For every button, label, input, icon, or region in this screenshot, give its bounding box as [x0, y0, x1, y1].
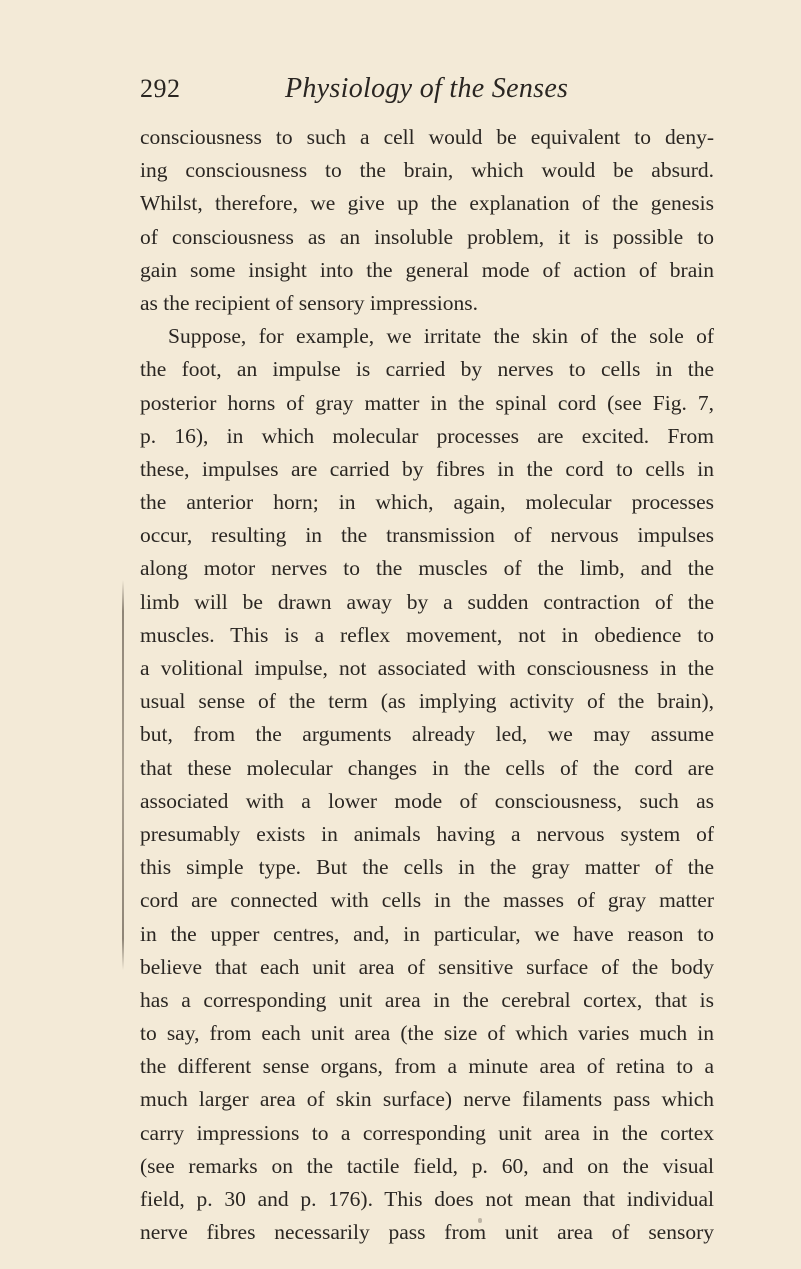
text-line: along motor nerves to the muscles of the limb, and the: [140, 556, 714, 581]
text-line: field, p. 30 and p. 176). This does not mean that individual: [140, 1187, 714, 1211]
text-line: limb will be drawn away by a sudden contraction of the: [140, 589, 714, 614]
text-line: presumably exists in animals having a nervous system of: [140, 821, 714, 846]
running-title: Physiology of the Senses: [285, 73, 569, 104]
paper-speck: [478, 1218, 482, 1223]
text-line: this simple type. But the cells in the gray matter of the: [140, 855, 714, 880]
text-line: that these molecular changes in the cells of the cord are: [140, 755, 714, 780]
text-line: to say, from each unit area (the size of which varies much in: [140, 1021, 714, 1046]
text-line: p. 16), in which molecular processes are excited. From: [140, 423, 714, 448]
page-header: [140, 74, 660, 114]
text-line: the different sense organs, from a minute area of retina to a: [140, 1054, 714, 1079]
text-line: muscles. This is a reflex movement, not in obedience to: [140, 622, 714, 647]
gutter-shadow: [122, 580, 124, 970]
page-number: 292: [140, 74, 181, 103]
text-line: but, from the arguments already led, we may assume: [140, 722, 714, 747]
text-line: (see remarks on the tactile field, p. 60, and on the visual: [140, 1153, 714, 1178]
text-line: Whilst, therefore, we give up the explanation of the genesis: [140, 191, 714, 216]
text-line: consciousness to such a cell would be equivalent to deny-: [140, 125, 714, 149]
body-text: [140, 121, 714, 1249]
text-line: associated with a lower mode of consciousness, such as: [140, 788, 714, 813]
text-line: as the recipient of sensory impressions.: [140, 290, 478, 315]
text-line: has a corresponding unit area in the cerebral cortex, that is: [140, 987, 714, 1012]
text-line: nerve fibres necessarily pass from unit area of sensory: [140, 1220, 714, 1245]
text-line: posterior horns of gray matter in the spinal cord (see Fig. 7,: [140, 390, 714, 415]
text-line: usual sense of the term (as implying activity of the brain),: [140, 689, 714, 714]
text-line: the anterior horn; in which, again, molecular processes: [140, 490, 714, 515]
text-line: these, impulses are carried by fibres in the cord to cells in: [140, 456, 714, 481]
text-line: of consciousness as an insoluble problem, it is possible to: [140, 224, 714, 249]
text-line: a volitional impulse, not associated with consciousness in the: [140, 656, 714, 680]
text-line: in the upper centres, and, in particular, we have reason to: [140, 921, 714, 946]
text-line: carry impressions to a corresponding unit area in the cortex: [140, 1120, 714, 1145]
text-line: cord are connected with cells in the masses of gray matter: [140, 888, 714, 913]
text-line: ing consciousness to the brain, which would be absurd.: [140, 158, 714, 183]
text-line: occur, resulting in the transmission of nervous impulses: [140, 523, 714, 548]
text-line: gain some insight into the general mode of action of brain: [140, 257, 714, 282]
text-line: the foot, an impulse is carried by nerves to cells in the: [140, 357, 714, 382]
text-line: much larger area of skin surface) nerve filaments pass which: [140, 1087, 714, 1112]
text-line: Suppose, for example, we irritate the skin of the sole of: [168, 324, 714, 349]
text-line: believe that each unit area of sensitive surface of the body: [140, 954, 714, 979]
